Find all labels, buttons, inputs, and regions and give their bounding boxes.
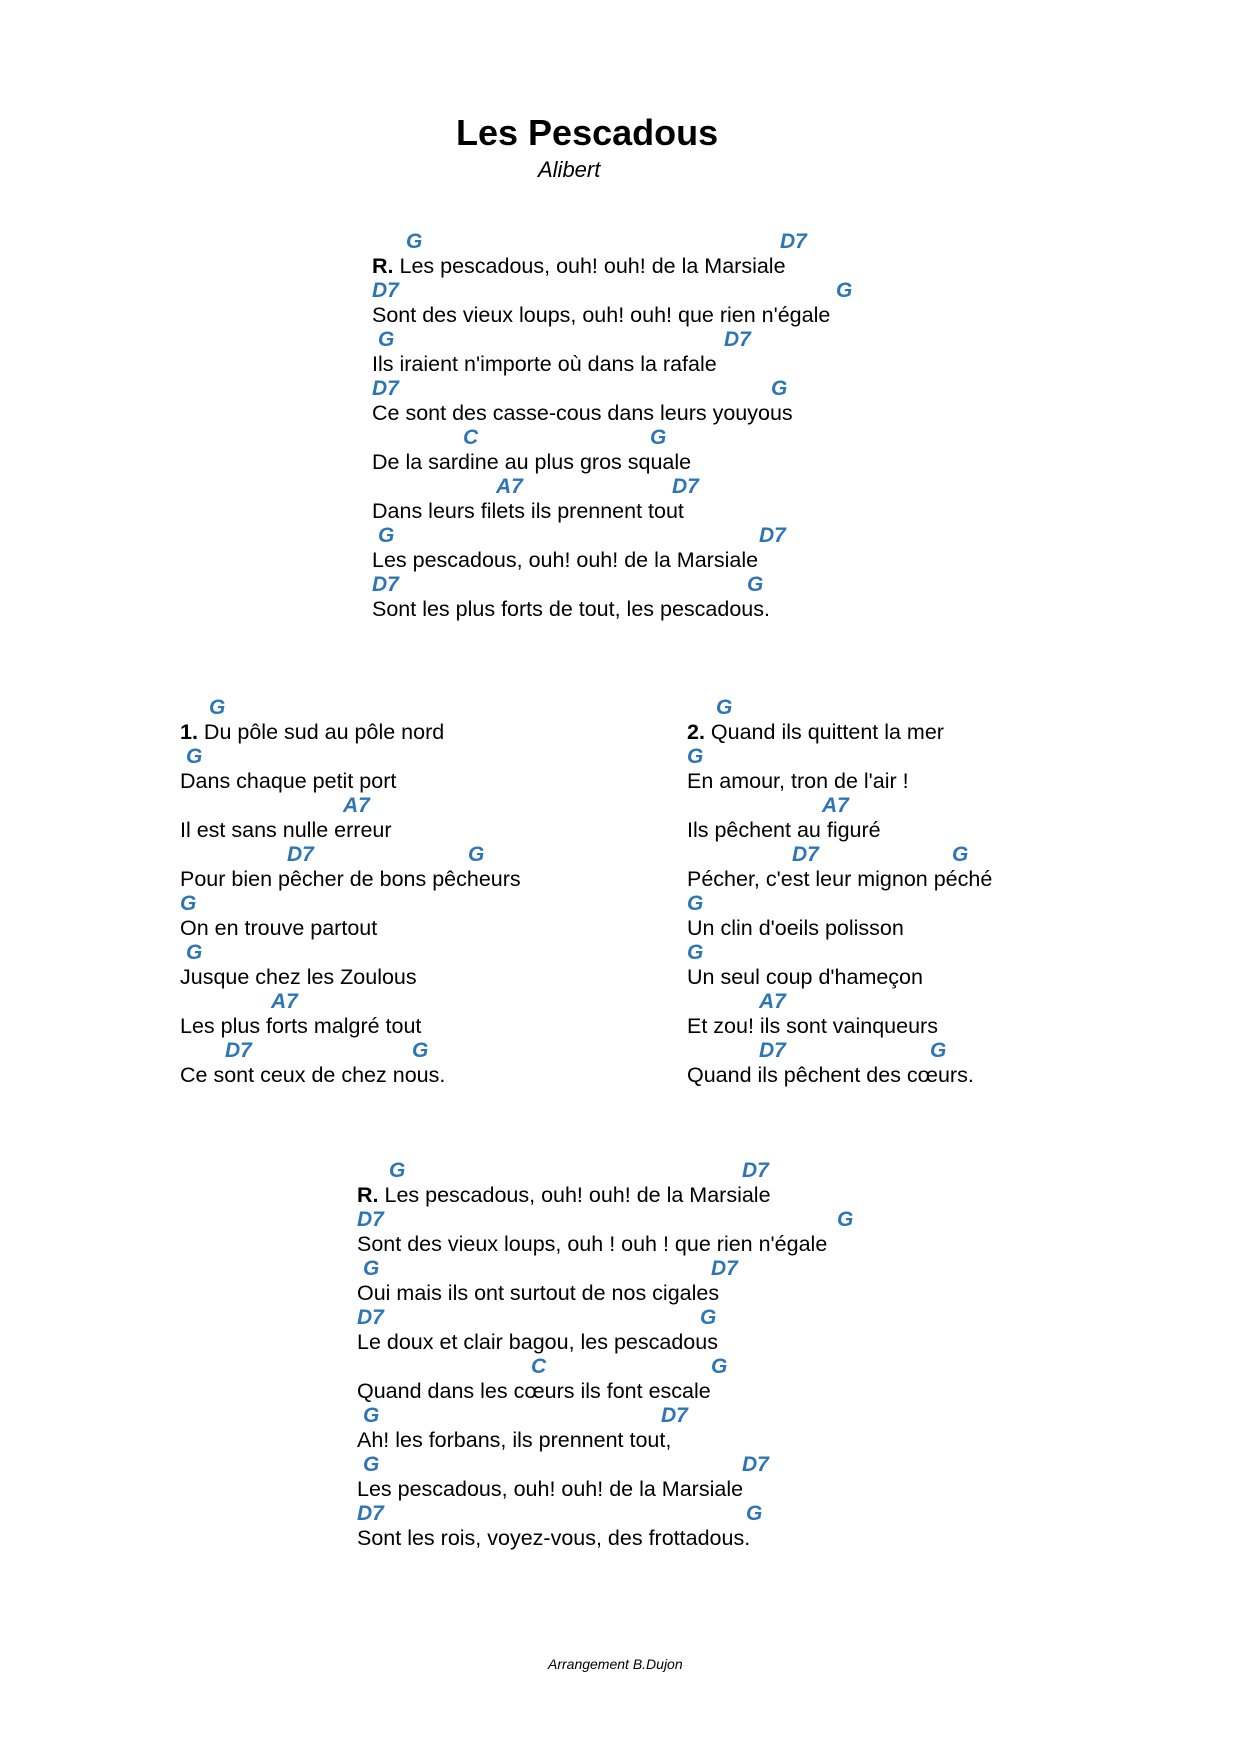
chord-label: G — [378, 328, 395, 351]
lyric-text: Les pescadous, ouh! ouh! de la Marsiale — [384, 1183, 771, 1207]
lyric-line — [687, 915, 904, 941]
chord-label: G — [930, 1039, 947, 1062]
chord-label: G — [700, 1306, 717, 1329]
lyric-line — [357, 1182, 771, 1208]
chord-label: D7 — [780, 230, 807, 253]
chord-label: D7 — [672, 475, 699, 498]
chord-label: D7 — [711, 1257, 738, 1280]
lyric-line — [372, 596, 770, 622]
lyric-text: Les pescadous, ouh! ouh! de la Marsiale — [357, 1477, 744, 1501]
lyric-line — [687, 964, 923, 990]
chord-label: D7 — [372, 279, 399, 302]
lyric-text: Pour bien pêcher de bons pêcheurs — [180, 867, 521, 891]
lyric-text: Ils pêchent au figuré — [687, 818, 881, 842]
chord-label: D7 — [357, 1208, 384, 1231]
chord-label: G — [468, 843, 485, 866]
lyric-line — [372, 400, 793, 426]
lyric-text: Ce sont des casse-cous dans leurs youyous — [372, 401, 793, 425]
lyric-line — [687, 866, 992, 892]
lyric-text: Pécher, c'est leur mignon péché — [687, 867, 993, 891]
lyric-text: Ah! les forbans, ils prennent tout, — [357, 1428, 672, 1452]
lyric-line — [687, 1013, 938, 1039]
lyric-text: Et zou! ils sont vainqueurs — [687, 1014, 938, 1038]
lyric-text: Quand ils pêchent des cœurs. — [687, 1063, 974, 1087]
lyric-line — [372, 302, 830, 328]
lyric-text: Quand dans les cœurs ils font escale — [357, 1379, 711, 1403]
lyric-text: Ce sont ceux de chez nous. — [180, 1063, 446, 1087]
lyric-text: Du pôle sud au pôle nord — [203, 720, 445, 744]
lyric-line — [687, 1062, 974, 1088]
chord-label: G — [650, 426, 667, 449]
lyric-text: On en trouve partout — [180, 916, 378, 940]
lyric-line — [357, 1525, 750, 1551]
chord-label: D7 — [742, 1159, 769, 1182]
lyric-line — [180, 817, 392, 843]
chord-label: G — [412, 1039, 429, 1062]
chord-label: D7 — [372, 573, 399, 596]
chord-label: D7 — [372, 377, 399, 400]
chord-label: D7 — [357, 1502, 384, 1525]
chord-label: D7 — [742, 1453, 769, 1476]
arrangement-credit: Arrangement B.Dujon — [548, 1656, 683, 1672]
lyric-line — [357, 1231, 827, 1257]
chord-label: D7 — [724, 328, 751, 351]
chord-label: G — [363, 1257, 380, 1280]
chord-label: G — [952, 843, 969, 866]
lyric-line — [687, 719, 944, 745]
chord-label: G — [687, 745, 704, 768]
section-label: R. — [357, 1183, 379, 1207]
section-label: R. — [372, 254, 394, 278]
chord-label: A7 — [759, 990, 786, 1013]
lyric-text: Un clin d'oeils polisson — [687, 916, 904, 940]
lyric-text: Sont les plus forts de tout, les pescadous. — [372, 597, 770, 621]
chord-label: G — [186, 745, 203, 768]
lyric-line — [372, 547, 758, 573]
chord-label: G — [687, 892, 704, 915]
chord-label: G — [209, 696, 226, 719]
lyric-line — [687, 817, 881, 843]
lyric-text: Le doux et clair bagou, les pescadous — [357, 1330, 718, 1354]
lyric-text: De la sardine au plus gros squale — [372, 450, 692, 474]
chord-label: G — [746, 1502, 763, 1525]
chord-label: G — [716, 696, 733, 719]
lyric-line — [180, 964, 417, 990]
lyric-line — [372, 498, 684, 524]
section-label: 1. — [180, 720, 198, 744]
chord-label: A7 — [343, 794, 370, 817]
lyric-line — [372, 351, 717, 377]
chord-label: G — [836, 279, 853, 302]
chord-label: A7 — [822, 794, 849, 817]
lyric-text: Quand ils quittent la mer — [710, 720, 944, 744]
lyric-line — [180, 768, 396, 794]
chord-label: D7 — [792, 843, 819, 866]
lyric-text: Sont des vieux loups, ouh ! ouh ! que rien n'égale — [357, 1232, 828, 1256]
lyric-line — [180, 866, 521, 892]
lyric-line — [687, 768, 909, 794]
chord-label: A7 — [271, 990, 298, 1013]
chord-label: D7 — [759, 524, 786, 547]
lyric-text: Oui mais ils ont surtout de nos cigales — [357, 1281, 720, 1305]
lyric-line — [357, 1427, 671, 1453]
lyric-text: En amour, tron de l'air ! — [687, 769, 909, 793]
chord-label: G — [186, 941, 203, 964]
chord-label: G — [363, 1404, 380, 1427]
chord-label: G — [711, 1355, 728, 1378]
lyric-text: Les pescadous, ouh! ouh! de la Marsiale — [372, 548, 759, 572]
chord-label: D7 — [287, 843, 314, 866]
chord-label: D7 — [661, 1404, 688, 1427]
lyric-text: Il est sans nulle erreur — [180, 818, 392, 842]
lyric-line — [180, 719, 444, 745]
chord-label: D7 — [357, 1306, 384, 1329]
chord-label: G — [747, 573, 764, 596]
lyric-line — [180, 915, 377, 941]
chord-label: G — [363, 1453, 380, 1476]
lyric-line — [372, 253, 786, 279]
song-author: Alibert — [538, 157, 601, 182]
lyric-text: Ils iraient n'importe où dans la rafale — [372, 352, 717, 376]
lyric-line — [357, 1329, 718, 1355]
lyric-text: Jusque chez les Zoulous — [180, 965, 417, 989]
chord-label: G — [389, 1159, 406, 1182]
lyric-text: Sont des vieux loups, ouh! ouh! que rien n'égale — [372, 303, 831, 327]
lyric-text: Les plus forts malgré tout — [180, 1014, 422, 1038]
lyric-text: Sont les rois, voyez-vous, des frottadous. — [357, 1526, 751, 1550]
song-title: Les Pescadous — [456, 112, 719, 153]
lyric-line — [357, 1476, 743, 1502]
chord-label: G — [180, 892, 197, 915]
lyric-text: Les pescadous, ouh! ouh! de la Marsiale — [399, 254, 786, 278]
lyric-text: Un seul coup d'hameçon — [687, 965, 923, 989]
chord-label: A7 — [496, 475, 523, 498]
lyric-line — [180, 1062, 445, 1088]
lyric-line — [180, 1013, 421, 1039]
lyric-line — [357, 1280, 719, 1306]
chord-label: G — [837, 1208, 854, 1231]
chord-label: G — [406, 230, 423, 253]
chord-label: D7 — [225, 1039, 252, 1062]
chord-label: G — [687, 941, 704, 964]
lyric-text: Dans chaque petit port — [180, 769, 397, 793]
section-label: 2. — [687, 720, 705, 744]
chord-label: G — [771, 377, 788, 400]
chord-label: G — [378, 524, 395, 547]
lyric-text: Dans leurs filets ils prennent tout — [372, 499, 684, 523]
chord-label: D7 — [759, 1039, 786, 1062]
lyric-line — [372, 449, 691, 475]
chord-label: C — [531, 1355, 547, 1378]
chord-label: C — [463, 426, 479, 449]
lyric-line — [357, 1378, 711, 1404]
